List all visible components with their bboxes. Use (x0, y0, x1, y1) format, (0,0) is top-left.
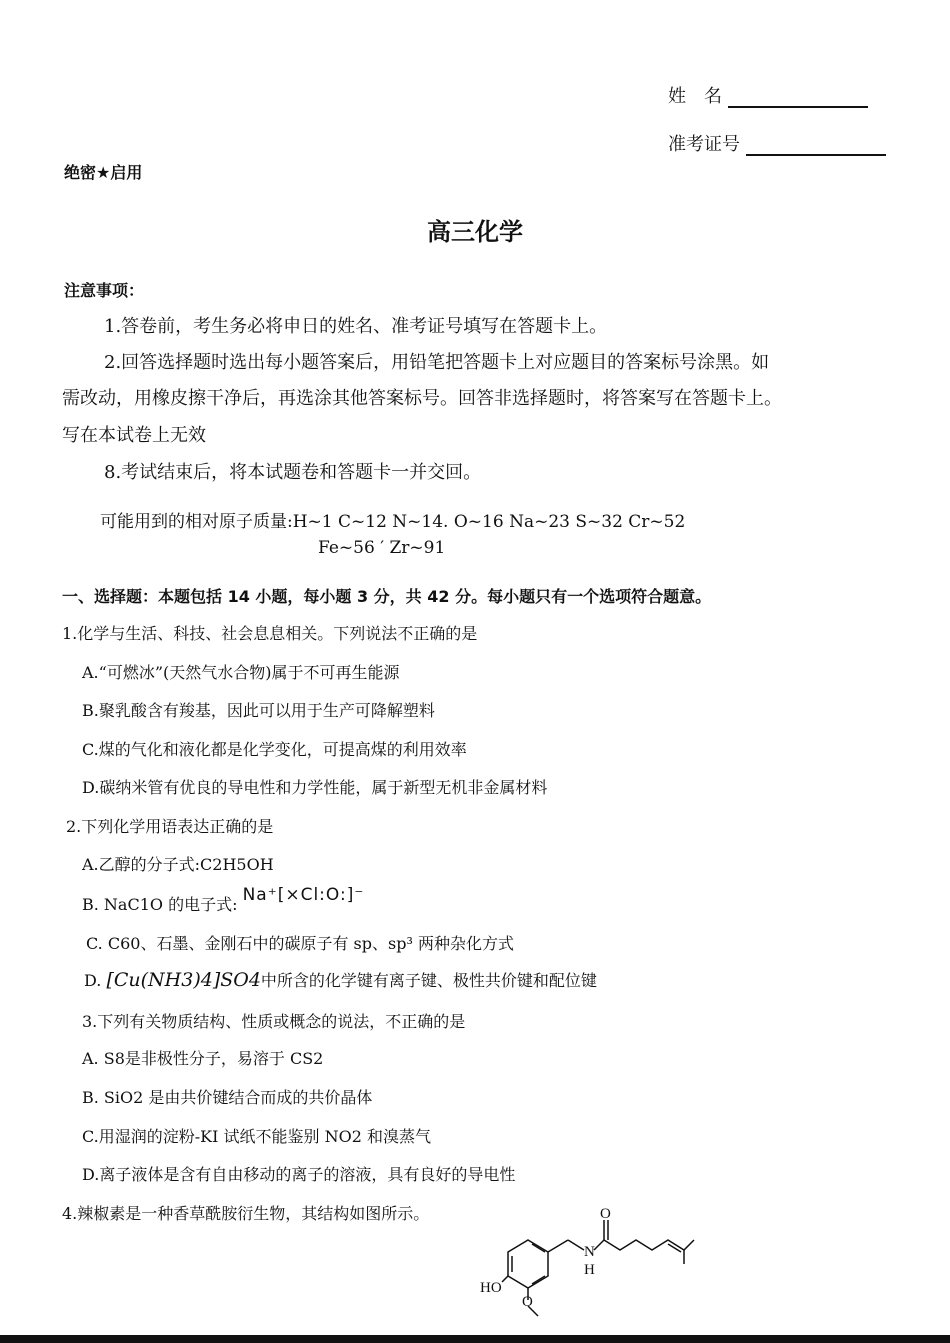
q3-option-c: C.用湿润的淀粉-KI 试纸不能鉴别 NO2 和溴蒸气 (82, 1127, 431, 1146)
q2-option-a-prefix: A.乙醇的分子式: (82, 855, 201, 874)
hydroxyl-label: HO (480, 1280, 502, 1296)
q2-stem: 2.下列化学用语表达正确的是 (66, 817, 274, 836)
q1-option-d: D.碳纳米管有优良的导电性和力学性能，属于新型无机非金属材料 (82, 778, 548, 797)
name-label: 姓 名 (668, 86, 722, 107)
q1-option-c: C.煤的气化和液化都是化学变化，可提高煤的利用效率 (82, 740, 467, 759)
notice-heading: 注意事项： (64, 281, 145, 300)
capsaicin-structure (480, 1206, 710, 1326)
carbonyl-o-label: O (600, 1206, 611, 1222)
q1-stem: 1.化学与生活、科技、社会息息相关。下列说法不正确的是 (62, 624, 478, 643)
q3-option-a: A. S8是非极性分子，易溶于 CS2 (82, 1049, 324, 1068)
q2-option-b (82, 885, 365, 915)
exam-id-field[interactable] (746, 134, 886, 156)
notice-item-1: 1.答卷前，考生务必将申日的姓名、准考证号填写在答题卡上。 (104, 316, 608, 337)
notice-item-2-line-3: 写在本试卷上无效 (62, 425, 206, 446)
methoxy-o-label: O (522, 1294, 533, 1310)
q3-option-b: B. SiO2 是由共价键结合而成的共价晶体 (82, 1088, 373, 1107)
q2-option-c: C. C60、石墨、金刚石中的碳原子有 sp、sp³ 两种杂化方式 (86, 934, 514, 953)
amide-n-label: N (584, 1244, 595, 1260)
q2-option-a-formula: C2H5OH (200, 855, 274, 874)
exam-id-label: 准考证号 (668, 134, 740, 155)
q2-option-b-prefix: B. NaC1O 的电子式: (82, 895, 238, 914)
q2-option-d-formula: [Cu(NH3)4]SO4 (106, 969, 261, 991)
atomic-masses-line-1: 可能用到的相对原子质量:H~1 C~12 N~14. O~16 Na~23 S~32 Cr~52 (100, 512, 686, 532)
exam-id-row (668, 130, 886, 156)
benzene-ring (508, 1240, 548, 1288)
page-title: 高三化学 (427, 218, 523, 246)
q1-option-b: B.聚乳酸含有羧基，因此可以用于生产可降解塑料 (82, 701, 435, 720)
amide-h-label: H (584, 1262, 595, 1278)
q1-option-a: A.“可燃冰”(天然气水合物)属于不可再生能源 (82, 663, 400, 682)
notice-item-2-line-2: 需改动，用橡皮擦干净后，再选涂其他答案标号。回答非选择题时，将答案写在答题卡上。 (62, 388, 782, 409)
notice-item-3: 8.考试结束后，将本试题卷和答题卡一并交回。 (104, 462, 482, 483)
q2-option-d (84, 968, 597, 991)
q2-option-d-suffix: 中所含的化学键有离子键、极性共价键和配位键 (260, 971, 597, 990)
q3-stem: 3.下列有关物质结构、性质或概念的说法，不正确的是 (82, 1012, 466, 1031)
name-label-row (668, 82, 868, 108)
q4-stem: 4.辣椒素是一种香草酰胺衍生物，其结构如图所示。 (62, 1204, 430, 1223)
q2-option-a (82, 852, 274, 875)
notice-item-2-line-1: 2.回答选择题时选出每小题答案后，用铅笔把答题卡上对应题目的答案标号涂黑。如 (104, 352, 770, 373)
section-1-heading: 一、选择题：本题包括 14 小题，每小题 3 分，共 42 分。每小题只有一个选项符合题意。 (62, 587, 712, 606)
secret-tag: 绝密★启用 (64, 163, 143, 182)
naclo-electron-formula: Na⁺[×Cl:O:]⁻ (242, 885, 365, 905)
q2-option-d-prefix: D. (84, 971, 102, 990)
q3-option-d: D.离子液体是含有自由移动的离子的溶液，具有良好的导电性 (82, 1165, 516, 1184)
atomic-masses-line-2: Fe~56 ′ Zr~91 (318, 538, 446, 558)
name-field[interactable] (728, 86, 868, 108)
page-bottom-edge (0, 1335, 950, 1343)
